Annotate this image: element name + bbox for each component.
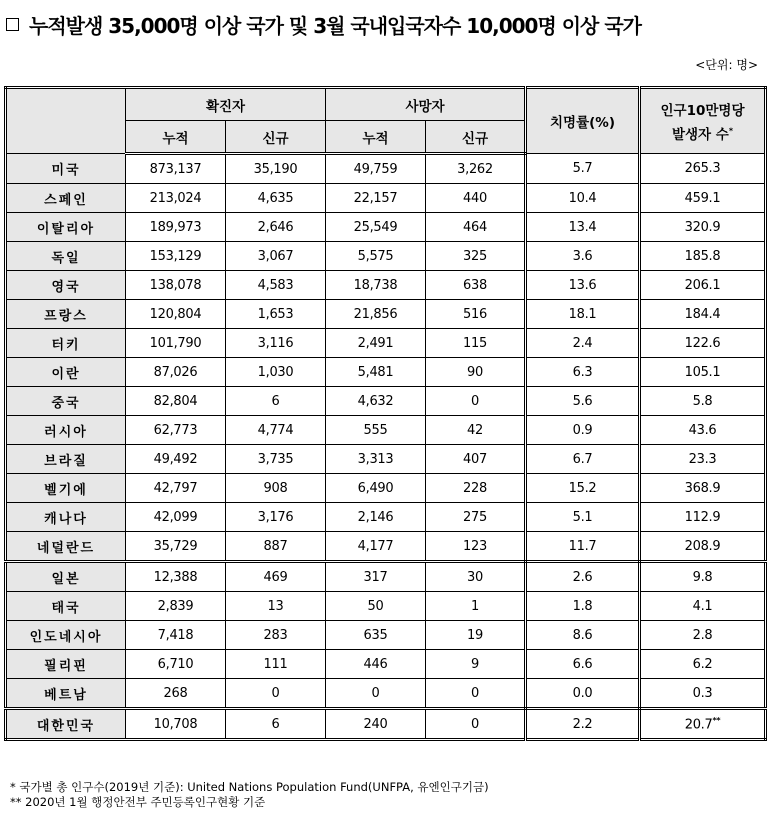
table-row xyxy=(6,592,766,621)
country-cell: 이탈리아 xyxy=(6,213,126,242)
country-cell: 대한민국 xyxy=(6,709,126,740)
fatality-rate-cell: 10.4 xyxy=(526,184,640,213)
deaths-new-cell: 407 xyxy=(426,445,526,474)
deaths-new-cell: 464 xyxy=(426,213,526,242)
per100k-cell: 185.8 xyxy=(640,242,766,271)
deaths-cumulative-header: 누적 xyxy=(326,121,426,154)
fatality-rate-cell: 18.1 xyxy=(526,300,640,329)
country-cell: 터키 xyxy=(6,329,126,358)
deaths-cumulative-cell: 0 xyxy=(326,679,426,709)
table-row xyxy=(6,416,766,445)
country-cell: 영국 xyxy=(6,271,126,300)
table-row xyxy=(6,562,766,592)
deaths-cumulative-cell: 49,759 xyxy=(326,154,426,184)
per100k-header-line1: 인구10만명당 xyxy=(660,103,745,119)
confirmed-cumulative-cell: 189,973 xyxy=(126,213,226,242)
per100k-cell: 2.8 xyxy=(640,621,766,650)
deaths-cumulative-cell: 317 xyxy=(326,562,426,592)
confirmed-new-header: 신규 xyxy=(226,121,326,154)
unit-note: <단위: 명> xyxy=(695,58,758,72)
deaths-new-cell: 228 xyxy=(426,474,526,503)
confirmed-cumulative-cell: 7,418 xyxy=(126,621,226,650)
confirmed-cumulative-cell: 62,773 xyxy=(126,416,226,445)
confirmed-new-cell: 1,653 xyxy=(226,300,326,329)
deaths-cumulative-cell: 18,738 xyxy=(326,271,426,300)
deaths-cumulative-cell: 5,481 xyxy=(326,358,426,387)
confirmed-new-cell: 3,067 xyxy=(226,242,326,271)
confirmed-cumulative-cell: 10,708 xyxy=(126,709,226,740)
confirmed-cumulative-cell: 49,492 xyxy=(126,445,226,474)
fatality-rate-cell: 13.6 xyxy=(526,271,640,300)
deaths-new-cell: 3,262 xyxy=(426,154,526,184)
per100k-header xyxy=(640,88,766,154)
confirmed-cumulative-cell: 101,790 xyxy=(126,329,226,358)
deaths-new-cell: 516 xyxy=(426,300,526,329)
confirmed-cumulative-cell: 153,129 xyxy=(126,242,226,271)
confirmed-cumulative-cell: 82,804 xyxy=(126,387,226,416)
deaths-new-cell: 1 xyxy=(426,592,526,621)
deaths-new-cell: 30 xyxy=(426,562,526,592)
deaths-new-cell: 0 xyxy=(426,709,526,740)
deaths-new-cell: 440 xyxy=(426,184,526,213)
country-cell: 일본 xyxy=(6,562,126,592)
table-row xyxy=(6,709,766,740)
table-row xyxy=(6,242,766,271)
confirmed-new-cell: 887 xyxy=(226,532,326,562)
country-cell: 러시아 xyxy=(6,416,126,445)
per100k-cell: 0.3 xyxy=(640,679,766,709)
country-cell: 태국 xyxy=(6,592,126,621)
confirmed-cumulative-cell: 42,797 xyxy=(126,474,226,503)
confirmed-new-cell: 283 xyxy=(226,621,326,650)
deaths-cumulative-cell: 3,313 xyxy=(326,445,426,474)
table-row xyxy=(6,445,766,474)
fatality-rate-cell: 8.6 xyxy=(526,621,640,650)
confirmed-cumulative-cell: 213,024 xyxy=(126,184,226,213)
table-body xyxy=(6,154,766,740)
deaths-cumulative-cell: 5,575 xyxy=(326,242,426,271)
deaths-cumulative-cell: 4,632 xyxy=(326,387,426,416)
deaths-cumulative-cell: 50 xyxy=(326,592,426,621)
country-cell: 필리핀 xyxy=(6,650,126,679)
confirmed-new-cell: 6 xyxy=(226,387,326,416)
confirmed-new-cell: 4,774 xyxy=(226,416,326,445)
per100k-cell: 6.2 xyxy=(640,650,766,679)
per100k-header-mark: * xyxy=(728,126,734,136)
country-cell: 인도네시아 xyxy=(6,621,126,650)
table-row xyxy=(6,532,766,562)
per100k-header-line2: 발생자 수 xyxy=(671,127,729,143)
fatality-rate-cell: 13.4 xyxy=(526,213,640,242)
per100k-cell: 43.6 xyxy=(640,416,766,445)
deaths-new-cell: 0 xyxy=(426,679,526,709)
deaths-cumulative-cell: 2,491 xyxy=(326,329,426,358)
fatality-rate-cell: 2.4 xyxy=(526,329,640,358)
table-row xyxy=(6,358,766,387)
deaths-cumulative-cell: 4,177 xyxy=(326,532,426,562)
per100k-header-line2-wrap xyxy=(641,123,764,143)
deaths-cumulative-cell: 22,157 xyxy=(326,184,426,213)
confirmed-new-cell: 1,030 xyxy=(226,358,326,387)
deaths-cumulative-cell: 240 xyxy=(326,709,426,740)
deaths-cumulative-cell: 555 xyxy=(326,416,426,445)
fatality-rate-cell: 3.6 xyxy=(526,242,640,271)
confirmed-cumulative-cell: 268 xyxy=(126,679,226,709)
fatality-rate-cell: 6.6 xyxy=(526,650,640,679)
deaths-new-cell: 0 xyxy=(426,387,526,416)
deaths-new-cell: 115 xyxy=(426,329,526,358)
per100k-cell: 122.6 xyxy=(640,329,766,358)
confirmed-cumulative-header: 누적 xyxy=(126,121,226,154)
fatality-rate-cell: 1.8 xyxy=(526,592,640,621)
corner-header xyxy=(6,88,126,154)
confirmed-new-cell: 2,646 xyxy=(226,213,326,242)
table-row xyxy=(6,474,766,503)
title-text: 누적발생 35,000명 이상 국가 및 3월 국내입국자수 10,000명 이상 국가 xyxy=(29,13,641,38)
table-row xyxy=(6,650,766,679)
confirmed-new-cell: 13 xyxy=(226,592,326,621)
per100k-cell: 208.9 xyxy=(640,532,766,562)
per100k-mark: ** xyxy=(712,715,721,725)
table-row xyxy=(6,503,766,532)
deaths-new-cell: 9 xyxy=(426,650,526,679)
table-row xyxy=(6,621,766,650)
table-row xyxy=(6,213,766,242)
statistics-table xyxy=(4,86,767,741)
per100k-cell: 112.9 xyxy=(640,503,766,532)
fatality-rate-cell: 6.3 xyxy=(526,358,640,387)
confirmed-cumulative-cell: 42,099 xyxy=(126,503,226,532)
country-cell: 캐나다 xyxy=(6,503,126,532)
country-cell: 베트남 xyxy=(6,679,126,709)
per100k-cell: 23.3 xyxy=(640,445,766,474)
country-cell: 독일 xyxy=(6,242,126,271)
per100k-cell: 320.9 xyxy=(640,213,766,242)
deaths-new-cell: 325 xyxy=(426,242,526,271)
confirmed-new-cell: 3,176 xyxy=(226,503,326,532)
footnote-2: ** 2020년 1월 행정안전부 주민등록인구현황 기준 xyxy=(10,795,266,809)
fatality-rate-cell: 15.2 xyxy=(526,474,640,503)
confirmed-new-cell: 0 xyxy=(226,679,326,709)
deaths-new-cell: 19 xyxy=(426,621,526,650)
deaths-new-cell: 42 xyxy=(426,416,526,445)
page-title xyxy=(2,4,766,44)
deaths-cumulative-cell: 635 xyxy=(326,621,426,650)
confirmed-new-cell: 4,583 xyxy=(226,271,326,300)
table-row xyxy=(6,300,766,329)
footnote-1: * 국가별 총 인구수(2019년 기준): United Nations Population Fund(UNFPA, 유엔인구기금) xyxy=(10,780,489,794)
country-cell: 중국 xyxy=(6,387,126,416)
confirmed-cumulative-cell: 35,729 xyxy=(126,532,226,562)
confirmed-cumulative-cell: 6,710 xyxy=(126,650,226,679)
per100k-value: 20.7 xyxy=(684,717,713,733)
confirmed-new-cell: 3,116 xyxy=(226,329,326,358)
country-cell: 네덜란드 xyxy=(6,532,126,562)
table-row xyxy=(6,271,766,300)
country-cell: 스페인 xyxy=(6,184,126,213)
country-cell: 프랑스 xyxy=(6,300,126,329)
fatality-rate-cell: 0.0 xyxy=(526,679,640,709)
per100k-cell: 368.9 xyxy=(640,474,766,503)
confirmed-cumulative-cell: 120,804 xyxy=(126,300,226,329)
table-row xyxy=(6,679,766,709)
deaths-cumulative-cell: 446 xyxy=(326,650,426,679)
per100k-cell: 5.8 xyxy=(640,387,766,416)
per100k-cell xyxy=(640,709,766,740)
confirmed-header: 확진자 xyxy=(126,88,326,121)
deaths-new-cell: 90 xyxy=(426,358,526,387)
deaths-new-cell: 123 xyxy=(426,532,526,562)
per100k-cell: 206.1 xyxy=(640,271,766,300)
confirmed-cumulative-cell: 12,388 xyxy=(126,562,226,592)
table-row xyxy=(6,329,766,358)
fatality-rate-cell: 0.9 xyxy=(526,416,640,445)
fatality-rate-cell: 2.2 xyxy=(526,709,640,740)
deaths-cumulative-cell: 21,856 xyxy=(326,300,426,329)
fatality-rate-cell: 5.1 xyxy=(526,503,640,532)
deaths-new-header: 신규 xyxy=(426,121,526,154)
fatality-rate-cell: 11.7 xyxy=(526,532,640,562)
fatality-rate-cell: 5.7 xyxy=(526,154,640,184)
per100k-cell: 459.1 xyxy=(640,184,766,213)
country-cell: 미국 xyxy=(6,154,126,184)
per100k-cell: 105.1 xyxy=(640,358,766,387)
per100k-cell: 184.4 xyxy=(640,300,766,329)
confirmed-new-cell: 908 xyxy=(226,474,326,503)
footnotes xyxy=(10,780,489,810)
confirmed-new-cell: 3,735 xyxy=(226,445,326,474)
deaths-new-cell: 638 xyxy=(426,271,526,300)
table-row xyxy=(6,154,766,184)
fatality-rate-header: 치명률(%) xyxy=(526,88,640,154)
per100k-cell: 9.8 xyxy=(640,562,766,592)
deaths-cumulative-cell: 2,146 xyxy=(326,503,426,532)
country-cell: 브라질 xyxy=(6,445,126,474)
checkbox-square-icon xyxy=(6,18,19,31)
deaths-header: 사망자 xyxy=(326,88,526,121)
fatality-rate-cell: 6.7 xyxy=(526,445,640,474)
confirmed-cumulative-cell: 138,078 xyxy=(126,271,226,300)
confirmed-new-cell: 35,190 xyxy=(226,154,326,184)
confirmed-cumulative-cell: 2,839 xyxy=(126,592,226,621)
deaths-new-cell: 275 xyxy=(426,503,526,532)
deaths-cumulative-cell: 25,549 xyxy=(326,213,426,242)
table-row xyxy=(6,184,766,213)
confirmed-cumulative-cell: 873,137 xyxy=(126,154,226,184)
country-cell: 이란 xyxy=(6,358,126,387)
per100k-cell: 4.1 xyxy=(640,592,766,621)
per100k-cell: 265.3 xyxy=(640,154,766,184)
confirmed-new-cell: 6 xyxy=(226,709,326,740)
confirmed-cumulative-cell: 87,026 xyxy=(126,358,226,387)
country-cell: 벨기에 xyxy=(6,474,126,503)
fatality-rate-cell: 2.6 xyxy=(526,562,640,592)
deaths-cumulative-cell: 6,490 xyxy=(326,474,426,503)
confirmed-new-cell: 111 xyxy=(226,650,326,679)
fatality-rate-cell: 5.6 xyxy=(526,387,640,416)
confirmed-new-cell: 4,635 xyxy=(226,184,326,213)
table-row xyxy=(6,387,766,416)
confirmed-new-cell: 469 xyxy=(226,562,326,592)
